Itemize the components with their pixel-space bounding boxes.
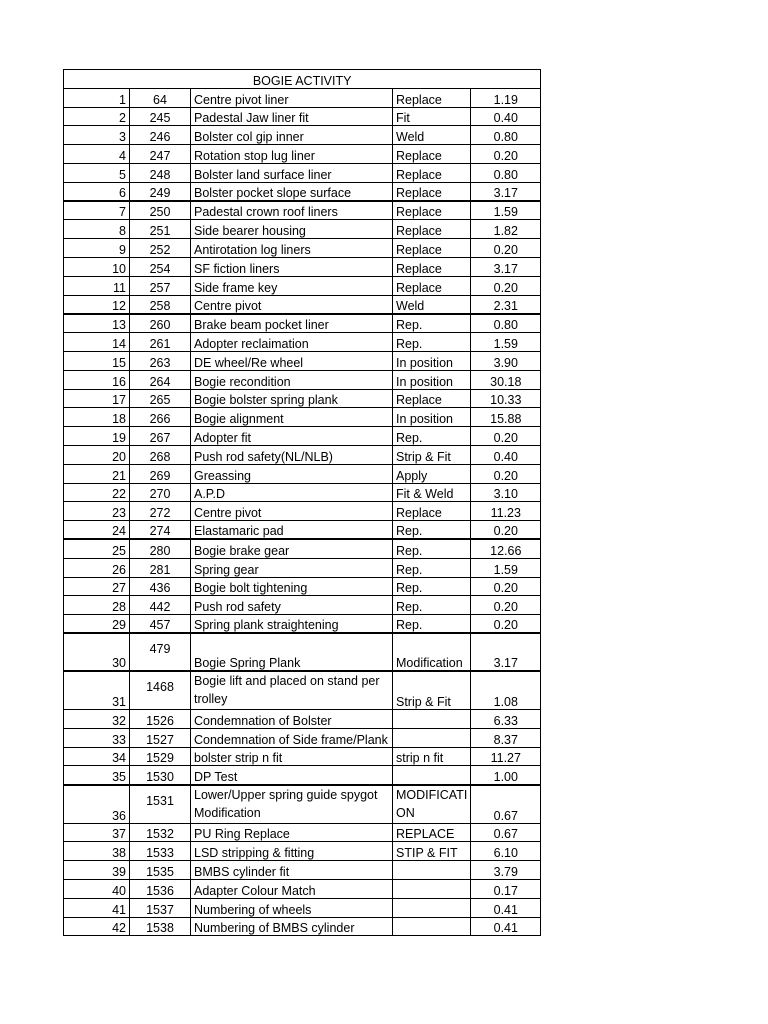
activity-code: 436: [130, 577, 191, 596]
row-number: 12: [64, 295, 130, 314]
activity-value: 15.88: [471, 408, 541, 427]
activity-action: Rep.: [393, 577, 471, 596]
table-row: [64, 333, 541, 352]
table-row: [64, 126, 541, 145]
activity-code: 1527: [130, 728, 191, 747]
activity-code: 250: [130, 201, 191, 220]
activity-code: 274: [130, 521, 191, 540]
row-number: 26: [64, 558, 130, 577]
row-number: 19: [64, 427, 130, 446]
activity-action: Modification: [393, 633, 471, 671]
activity-action: Fit & Weld: [393, 483, 471, 502]
activity-action: Rep.: [393, 558, 471, 577]
activity-description: SF fiction liners: [191, 257, 393, 276]
activity-code: 442: [130, 596, 191, 615]
row-number: 23: [64, 502, 130, 521]
activity-description: bolster strip n fit: [191, 747, 393, 766]
activity-action: Strip & Fit: [393, 671, 471, 710]
activity-code: 260: [130, 314, 191, 333]
activity-description: Adopter fit: [191, 427, 393, 446]
row-number: 22: [64, 483, 130, 502]
row-number: 41: [64, 898, 130, 917]
sheet-title: BOGIE ACTIVITY: [64, 70, 541, 89]
activity-code: 261: [130, 333, 191, 352]
activity-code: 479: [130, 633, 191, 671]
activity-code: 258: [130, 295, 191, 314]
activity-value: 1.19: [471, 88, 541, 107]
activity-action: MODIFICATI ON: [393, 785, 471, 824]
activity-code: 1526: [130, 709, 191, 728]
activity-value: 0.67: [471, 785, 541, 824]
activity-code: 1530: [130, 766, 191, 785]
table-row: [64, 917, 541, 936]
row-number: 30: [64, 633, 130, 671]
row-number: 7: [64, 201, 130, 220]
activity-code: 1529: [130, 747, 191, 766]
activity-action: Replace: [393, 182, 471, 201]
table-row: [64, 351, 541, 370]
activity-code: 1535: [130, 861, 191, 880]
table-row: [64, 728, 541, 747]
activity-value: 3.17: [471, 633, 541, 671]
activity-description: PU Ring Replace: [191, 823, 393, 842]
activity-description: Padestal Jaw liner fit: [191, 107, 393, 126]
table-row: [64, 596, 541, 615]
activity-action: Rep.: [393, 615, 471, 634]
activity-value: 0.40: [471, 107, 541, 126]
bogie-activity-table: [63, 69, 541, 936]
activity-description: Bogie brake gear: [191, 539, 393, 558]
table-row: [64, 879, 541, 898]
row-number: 8: [64, 220, 130, 239]
activity-code: 457: [130, 615, 191, 634]
activity-code: 1531: [130, 785, 191, 824]
table-row: [64, 88, 541, 107]
activity-action: Replace: [393, 257, 471, 276]
row-number: 14: [64, 333, 130, 352]
activity-value: 0.41: [471, 917, 541, 936]
activity-description: Condemnation of Bolster: [191, 709, 393, 728]
activity-action: Apply: [393, 464, 471, 483]
activity-description: Condemnation of Side frame/Plank: [191, 728, 393, 747]
row-number: 25: [64, 539, 130, 558]
activity-description: Spring gear: [191, 558, 393, 577]
activity-code: 249: [130, 182, 191, 201]
activity-value: 1.59: [471, 333, 541, 352]
activity-description: Bogie Spring Plank: [191, 633, 393, 671]
row-number: 36: [64, 785, 130, 824]
activity-action: REPLACE: [393, 823, 471, 842]
activity-action: Weld: [393, 126, 471, 145]
activity-value: 1.82: [471, 220, 541, 239]
activity-description: Push rod safety(NL/NLB): [191, 445, 393, 464]
row-number: 21: [64, 464, 130, 483]
table-row: [64, 502, 541, 521]
activity-value: 0.20: [471, 464, 541, 483]
activity-value: 1.00: [471, 766, 541, 785]
activity-action: Strip & Fit: [393, 445, 471, 464]
activity-code: 245: [130, 107, 191, 126]
activity-value: 12.66: [471, 539, 541, 558]
row-number: 9: [64, 239, 130, 258]
activity-action: Rep.: [393, 427, 471, 446]
table-row: [64, 615, 541, 634]
table-row: [64, 577, 541, 596]
row-number: 4: [64, 145, 130, 164]
activity-description: Bogie bolt tightening: [191, 577, 393, 596]
activity-value: 0.20: [471, 577, 541, 596]
activity-action: STIP & FIT: [393, 842, 471, 861]
table-row: [64, 370, 541, 389]
table-row: [64, 633, 541, 671]
activity-code: 263: [130, 351, 191, 370]
activity-description: Antirotation log liners: [191, 239, 393, 258]
activity-action: [393, 898, 471, 917]
activity-description: DE wheel/Re wheel: [191, 351, 393, 370]
table-row: [64, 766, 541, 785]
activity-value: 0.20: [471, 596, 541, 615]
activity-value: 1.59: [471, 558, 541, 577]
activity-description: Numbering of wheels: [191, 898, 393, 917]
row-number: 5: [64, 163, 130, 182]
activity-description: DP Test: [191, 766, 393, 785]
activity-description: Lower/Upper spring guide spygot Modification: [191, 785, 393, 824]
activity-code: 246: [130, 126, 191, 145]
activity-code: 1468: [130, 671, 191, 710]
activity-code: 257: [130, 276, 191, 295]
activity-value: 0.20: [471, 521, 541, 540]
row-number: 17: [64, 389, 130, 408]
activity-action: Replace: [393, 502, 471, 521]
table-row: [64, 709, 541, 728]
table-row: [64, 408, 541, 427]
row-number: 39: [64, 861, 130, 880]
activity-description: Push rod safety: [191, 596, 393, 615]
activity-value: 0.20: [471, 276, 541, 295]
activity-code: 267: [130, 427, 191, 446]
activity-code: 272: [130, 502, 191, 521]
table-row: [64, 898, 541, 917]
row-number: 2: [64, 107, 130, 126]
activity-description: Bogie bolster spring plank: [191, 389, 393, 408]
activity-action: Rep.: [393, 521, 471, 540]
row-number: 29: [64, 615, 130, 634]
row-number: 38: [64, 842, 130, 861]
activity-value: 1.59: [471, 201, 541, 220]
row-number: 31: [64, 671, 130, 710]
activity-action: Rep.: [393, 596, 471, 615]
activity-code: 1538: [130, 917, 191, 936]
row-number: 18: [64, 408, 130, 427]
activity-code: 1536: [130, 879, 191, 898]
row-number: 35: [64, 766, 130, 785]
activity-value: 6.33: [471, 709, 541, 728]
table-row: [64, 464, 541, 483]
activity-description: Brake beam pocket liner: [191, 314, 393, 333]
activity-action: Replace: [393, 276, 471, 295]
activity-value: 0.20: [471, 427, 541, 446]
activity-code: 281: [130, 558, 191, 577]
table-row: [64, 107, 541, 126]
activity-value: 3.79: [471, 861, 541, 880]
activity-description: LSD stripping & fitting: [191, 842, 393, 861]
table-row: [64, 220, 541, 239]
table-row: [64, 671, 541, 710]
table-row: [64, 145, 541, 164]
activity-action: [393, 861, 471, 880]
table-row: [64, 295, 541, 314]
activity-action: [393, 709, 471, 728]
activity-action: In position: [393, 370, 471, 389]
row-number: 40: [64, 879, 130, 898]
activity-action: Rep.: [393, 539, 471, 558]
activity-action: In position: [393, 408, 471, 427]
activity-description: Bolster land surface liner: [191, 163, 393, 182]
table-row: [64, 239, 541, 258]
activity-action: Replace: [393, 239, 471, 258]
activity-action: Replace: [393, 389, 471, 408]
activity-description: Spring plank straightening: [191, 615, 393, 634]
activity-action: Rep.: [393, 333, 471, 352]
activity-value: 10.33: [471, 389, 541, 408]
activity-action: Rep.: [393, 314, 471, 333]
activity-code: 1537: [130, 898, 191, 917]
activity-code: 248: [130, 163, 191, 182]
activity-value: 11.27: [471, 747, 541, 766]
activity-description: Centre pivot: [191, 295, 393, 314]
activity-action: Replace: [393, 163, 471, 182]
activity-value: 3.17: [471, 182, 541, 201]
activity-description: Bogie lift and placed on stand per trolley: [191, 671, 393, 710]
activity-value: 2.31: [471, 295, 541, 314]
table-row: [64, 747, 541, 766]
row-number: 6: [64, 182, 130, 201]
row-number: 37: [64, 823, 130, 842]
activity-description: Numbering of BMBS cylinder: [191, 917, 393, 936]
activity-value: 3.90: [471, 351, 541, 370]
activity-code: 268: [130, 445, 191, 464]
row-number: 16: [64, 370, 130, 389]
activity-action: [393, 917, 471, 936]
activity-description: Side bearer housing: [191, 220, 393, 239]
activity-description: BMBS cylinder fit: [191, 861, 393, 880]
activity-description: Side frame key: [191, 276, 393, 295]
activity-value: 0.67: [471, 823, 541, 842]
activity-value: 3.17: [471, 257, 541, 276]
activity-action: strip n fit: [393, 747, 471, 766]
activity-action: In position: [393, 351, 471, 370]
row-number: 27: [64, 577, 130, 596]
activity-value: 11.23: [471, 502, 541, 521]
activity-description: A.P.D: [191, 483, 393, 502]
activity-description: Padestal crown roof liners: [191, 201, 393, 220]
activity-value: 1.08: [471, 671, 541, 710]
activity-action: Weld: [393, 295, 471, 314]
activity-value: 0.40: [471, 445, 541, 464]
row-number: 3: [64, 126, 130, 145]
table-row: [64, 257, 541, 276]
activity-action: [393, 879, 471, 898]
activity-code: 254: [130, 257, 191, 276]
activity-code: 265: [130, 389, 191, 408]
activity-value: 0.20: [471, 239, 541, 258]
table-row: [64, 842, 541, 861]
activity-description: Bogie alignment: [191, 408, 393, 427]
row-number: 33: [64, 728, 130, 747]
activity-code: 64: [130, 88, 191, 107]
activity-action: Replace: [393, 201, 471, 220]
activity-action: Replace: [393, 145, 471, 164]
row-number: 32: [64, 709, 130, 728]
row-number: 28: [64, 596, 130, 615]
activity-value: 3.10: [471, 483, 541, 502]
row-number: 20: [64, 445, 130, 464]
row-number: 42: [64, 917, 130, 936]
activity-description: Centre pivot: [191, 502, 393, 521]
activity-code: 264: [130, 370, 191, 389]
activity-code: 251: [130, 220, 191, 239]
activity-description: Rotation stop lug liner: [191, 145, 393, 164]
activity-action: Replace: [393, 88, 471, 107]
activity-description: Elastamaric pad: [191, 521, 393, 540]
table-row: [64, 861, 541, 880]
activity-code: 1533: [130, 842, 191, 861]
activity-code: 269: [130, 464, 191, 483]
table-row: [64, 389, 541, 408]
activity-value: 0.80: [471, 314, 541, 333]
table-row: [64, 314, 541, 333]
activity-action: [393, 766, 471, 785]
activity-code: 270: [130, 483, 191, 502]
row-number: 11: [64, 276, 130, 295]
table-row: [64, 785, 541, 824]
activity-value: 0.80: [471, 163, 541, 182]
row-number: 34: [64, 747, 130, 766]
table-row: [64, 182, 541, 201]
activity-description: Bogie recondition: [191, 370, 393, 389]
activity-description: Centre pivot liner: [191, 88, 393, 107]
activity-value: 0.80: [471, 126, 541, 145]
table-row: [64, 483, 541, 502]
row-number: 1: [64, 88, 130, 107]
row-number: 24: [64, 521, 130, 540]
activity-description: Bolster pocket slope surface: [191, 182, 393, 201]
activity-description: Bolster col gip inner: [191, 126, 393, 145]
activity-action: [393, 728, 471, 747]
activity-value: 0.20: [471, 145, 541, 164]
table-row: [64, 163, 541, 182]
table-row: [64, 823, 541, 842]
activity-value: 30.18: [471, 370, 541, 389]
table-row: [64, 445, 541, 464]
table-row: [64, 427, 541, 446]
table-row: [64, 201, 541, 220]
activity-value: 8.37: [471, 728, 541, 747]
activity-code: 280: [130, 539, 191, 558]
row-number: 13: [64, 314, 130, 333]
activity-code: 247: [130, 145, 191, 164]
table-row: [64, 521, 541, 540]
activity-code: 252: [130, 239, 191, 258]
table-row: [64, 276, 541, 295]
activity-code: 266: [130, 408, 191, 427]
table-row: [64, 539, 541, 558]
table-row: [64, 558, 541, 577]
activity-description: Adopter reclaimation: [191, 333, 393, 352]
activity-value: 6.10: [471, 842, 541, 861]
row-number: 15: [64, 351, 130, 370]
activity-description: Greassing: [191, 464, 393, 483]
activity-value: 0.20: [471, 615, 541, 634]
activity-action: Fit: [393, 107, 471, 126]
activity-description: Adapter Colour Match: [191, 879, 393, 898]
row-number: 10: [64, 257, 130, 276]
activity-value: 0.17: [471, 879, 541, 898]
activity-value: 0.41: [471, 898, 541, 917]
activity-action: Replace: [393, 220, 471, 239]
activity-code: 1532: [130, 823, 191, 842]
